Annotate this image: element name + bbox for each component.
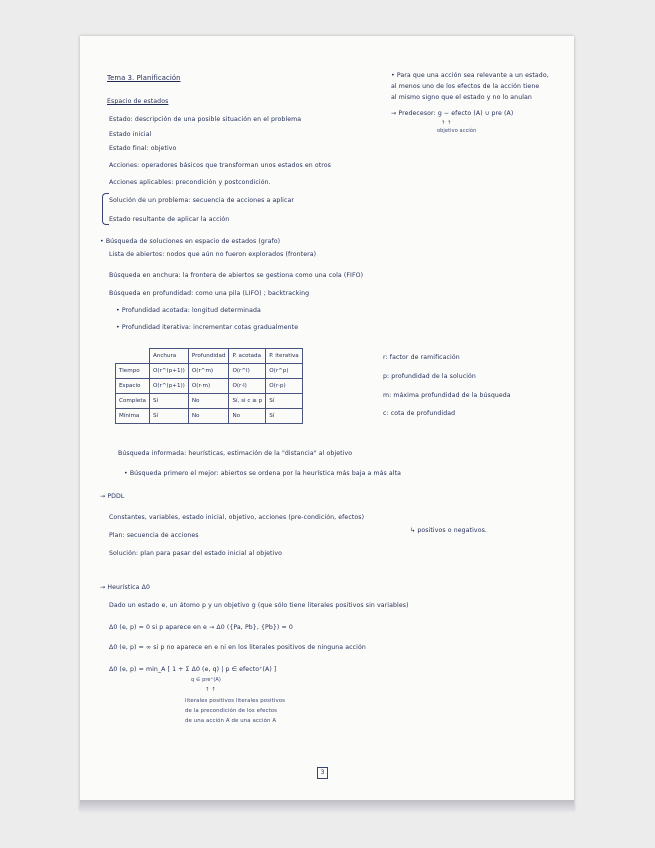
legend-line: r: factor de ramificación [383,354,460,361]
table-cell: O(r^(p+1)) [149,364,188,379]
section-heading: Espacio de estados [107,98,169,105]
pddl-line: Solución: plan para pasar del estado inicial al objetivo [109,550,283,557]
side-note-line: • Para que una acción sea relevante a un estado, [391,72,549,79]
pddl-line: ↳ positivos o negativos. [410,527,487,534]
heuristic-caption: literales positivos literales positivos [185,698,286,704]
heuristic-arrows: ↑ ↑ [205,687,217,693]
pddl-line: Plan: secuencia de acciones [109,532,199,539]
legend-line: m: máxima profundidad de la búsqueda [383,392,511,399]
text-line: Estado: descripción de una posible situación en el problema [109,116,302,123]
table-header-row [116,349,303,364]
text-line: Acciones aplicables: precondición y postcondición. [109,179,271,186]
side-note-line: al mismo signo que el estado y no lo anulan [391,94,532,101]
table-cell: O(r·m) [188,379,229,394]
legend-line: p: profundidad de la solución [383,373,476,380]
search-line: • Profundidad iterativa: incrementar cotas gradualmente [116,324,299,331]
text-line: Estado final: objetivo [109,145,177,152]
table-row [116,394,303,409]
table-cell: Tiempo [116,364,150,379]
side-note-caption: objetivo acción [437,128,477,134]
text-line: Solución de un problema: secuencia de acciones a aplicar [109,197,295,204]
search-line: • Profundidad acotada: longitud determinada [116,307,261,314]
page-edge-shadow [80,800,574,812]
table-cell: Sí [149,394,188,409]
heuristic-line: Δ0 (e, p) = 0 si p aparece en e → Δ0 ({Pa, Pb}, {Pb}) = 0 [109,624,293,631]
search-line: • Búsqueda de soluciones en espacio de estados (grafo) [100,238,281,245]
informed-line: Búsqueda informada: heurísticas, estimación de la "distancia" al objetivo [118,450,353,457]
notebook-page [80,36,574,810]
heuristic-caption: de una acción A de una acción A [185,718,277,724]
pddl-line: Constantes, variables, estado inicial, objetivo, acciones (pre-condición, efectos) [109,514,365,521]
pddl-heading: → PDDL [100,493,125,500]
table-cell: O(r^l) [229,364,266,379]
complexity-table [115,348,303,424]
search-line: Lista de abiertos: nodos que aún no fueron explorados (frontera) [109,251,317,258]
search-line: Búsqueda en anchura: la frontera de abiertos se gestiona como una cola (FIFO) [109,272,364,279]
table-cell: Sí, si c ≥ p [229,394,266,409]
table-cell: O(r^p) [266,364,302,379]
table-cell: Sí [149,409,188,424]
table-cell: O(r^(p+1)) [149,379,188,394]
table-row [116,364,303,379]
table-cell: Sí [266,409,302,424]
table-cell: O(r·l) [229,379,266,394]
table-cell: Sí [266,394,302,409]
table-cell: O(r·p) [266,379,302,394]
heuristic-formula: Δ0 (e, p) = min_A [ 1 + Σ Δ0 (e, q) | p ∈ efecto⁺(A) ] [109,666,277,673]
legend-line: c: cota de profundidad [383,410,456,417]
table-cell: No [188,394,229,409]
table-cell: Completa [116,394,150,409]
table-cell: Mínima [116,409,150,424]
text-line: Estado inicial [109,131,152,138]
table-header-cell: Profundidad [188,349,229,364]
page-number: 3 [317,767,328,779]
table-header-cell [116,349,150,364]
table-header-cell: P. acotada [229,349,266,364]
table-cell: No [229,409,266,424]
table-cell: Espacio [116,379,150,394]
heuristic-heading: → Heurística Δ0 [100,584,150,591]
table-header-cell: P. iterativa [266,349,302,364]
search-line: Búsqueda en profundidad: como una pila (LIFO) ; backtracking [109,290,310,297]
table-cell: O(r^m) [188,364,229,379]
text-line: Acciones: operadores básicos que transforman unos estados en otros [109,162,331,169]
table-row [116,379,303,394]
side-note-line: → Predecesor: g − efecto (A) ∪ pre (A) [391,110,514,117]
table-cell: No [188,409,229,424]
table-row [116,409,303,424]
side-note-line: al menos uno de los efectos de la acción tiene [391,83,540,90]
text-line: Estado resultante de aplicar la acción [109,216,230,223]
informed-line: • Búsqueda primero el mejor: abiertos se ordena por la heurística más baja a más alta [124,470,402,477]
heuristic-subscript: q ∈ pre⁺(A) [191,677,221,683]
bracket-mark [102,193,109,225]
heuristic-line: Δ0 (e, p) = ∞ si p no aparece en e ni en los literales positivos de ninguna acción [109,644,366,651]
page-title: Tema 3. Planificación [107,74,181,82]
heuristic-caption: de la precondición de los efectos [185,708,278,714]
side-note-arrows: ↑ ↑ [441,120,452,126]
heuristic-line: Dado un estado e, un átomo p y un objetivo g (que sólo tiene literales positivos sin variables) [109,602,409,609]
table-header-cell: Anchura [149,349,188,364]
